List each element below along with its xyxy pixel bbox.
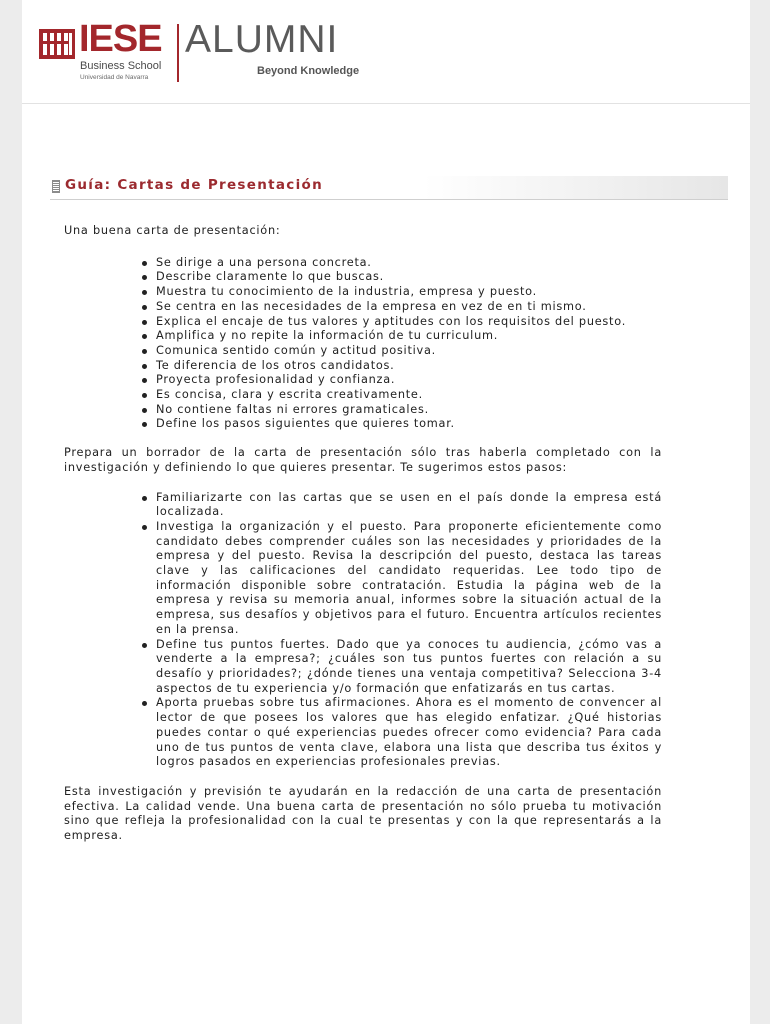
list-item [156,491,662,520]
list-item [156,285,662,300]
list-item [156,359,662,374]
list-item-text: Muestra tu conocimiento de la industria, empresa y puesto. [156,285,537,299]
logo-divider [177,24,179,82]
bullet-icon [142,364,147,369]
list-item-text: Aporta pruebas sobre tus afirmaciones. Ahora es el momento de convencer al lector de que posees los valores que has elegido enfatizar. ¿Qué historias puedes contar o qué experiencias puedes ofrecer como evidencia? Para cada uno de tus puntos de venta clave, elabora una lista que describa tus éxitos y logros pasados en experiencias profesionales previas. [156,696,662,769]
list-item-text: Explica el encaje de tus valores y aptitudes con los requisitos del puesto. [156,314,627,328]
list-item [156,270,662,285]
alumni-wordmark: ALUMNI [185,18,339,61]
list-item-text: Define tus puntos fuertes. Dado que ya conoces tu audiencia, ¿cómo vas a venderte a la empresa?; ¿cuáles son tus puntos fuertes con relación a su desafío y prioridades?; ¿dónde tienes una ventaja competitiva? Selecciona 3-4 aspectos de tu experiencia y/o formación que enfatizarás en tus cartas. [156,637,662,695]
bullet-icon [142,378,147,383]
bullet-icon [142,643,147,648]
bullet-icon [142,334,147,339]
list-item-text: Es concisa, clara y escrita creativamente. [156,388,423,402]
bullet-icon [142,496,147,501]
bullet-icon [142,349,147,354]
closing-paragraph: Esta investigación y previsión te ayudarán en la redacción de una carta de presentación efectiva. La calidad vende. Una buena carta de presentación no sólo prueba tu motivación sino que refleja la profesionalidad con la cual te presentas y con la que representarás a la empresa. [64,784,662,843]
list-item [156,417,662,432]
list-item-text: No contiene faltas ni errores gramaticales. [156,402,429,416]
document-icon [52,180,60,193]
preparation-paragraph: Prepara un borrador de la carta de presentación sólo tras haberla completado con la investigación y definiendo lo que quieres presentar. Te sugerimos estos pasos: [64,446,662,474]
iese-shield-icon [39,27,75,59]
list-item [156,638,662,697]
list-item-text: Describe claramente lo que buscas. [156,270,385,284]
bullet-icon [142,305,147,310]
tagline: Beyond Knowledge [257,65,360,77]
list-item [156,388,662,403]
list-item [156,300,662,315]
list-item [156,315,662,330]
bullet-icon [142,701,147,706]
list-item [156,520,662,638]
list-item-text: Investiga la organización y el puesto. Para proponerte eficientemente como candidato debes comprender cuáles son las necesidades y prioridades de la empresa y del puesto. Revisa la descripción del puesto, destaca las tareas clave y las calificaciones del candidato requeridas. Lee todo tipo de información disponible sobre contratación. Estudia la página web de la empresa y revisa su memoria anual, informes sobre la situación actual de la empresa, sus desafíos y objetivos para el futuro. Encuentra artículos recientes en la prensa. [156,519,662,636]
list-item-text: Familiarizarte con las cartas que se usen en el país donde la empresa está localizada. [156,490,662,519]
business-school-label: Business School [80,60,162,72]
list-item-text: Define los pasos siguientes que quieres tomar. [156,417,455,431]
bullet-icon [142,320,147,325]
page-title: Guía: Cartas de Presentación [65,177,324,193]
list-item [156,344,662,359]
universidad-label: Universidad de Navarra [80,74,149,81]
intro-paragraph: Una buena carta de presentación: [64,224,281,237]
qualities-list [64,256,662,432]
page-header [22,0,750,104]
bullet-icon [142,422,147,427]
document-page [22,0,750,1024]
list-item-text: Proyecta profesionalidad y confianza. [156,373,396,387]
document-content [64,224,662,844]
bullet-icon [142,290,147,295]
list-item [156,329,662,344]
bullet-icon [142,525,147,530]
list-item [156,696,662,770]
list-item-text: Te diferencia de los otros candidatos. [156,358,395,372]
bullet-icon [142,408,147,413]
bullet-icon [142,275,147,280]
iese-wordmark: IESE [79,18,162,60]
list-item [156,256,662,271]
list-item [156,403,662,418]
bullet-icon [142,393,147,398]
list-item-text: Comunica sentido común y actitud positiva. [156,343,436,357]
iese-alumni-logo[interactable] [39,18,360,84]
list-item-text: Se dirige a una persona concreta. [156,255,372,269]
list-item-text: Se centra en las necesidades de la empresa en vez de en ti mismo. [156,299,587,313]
section-title-bar [50,176,728,200]
list-item-text: Amplifica y no repite la información de tu curriculum. [156,329,499,343]
list-item [156,373,662,388]
bullet-icon [142,261,147,266]
steps-list [64,491,662,770]
